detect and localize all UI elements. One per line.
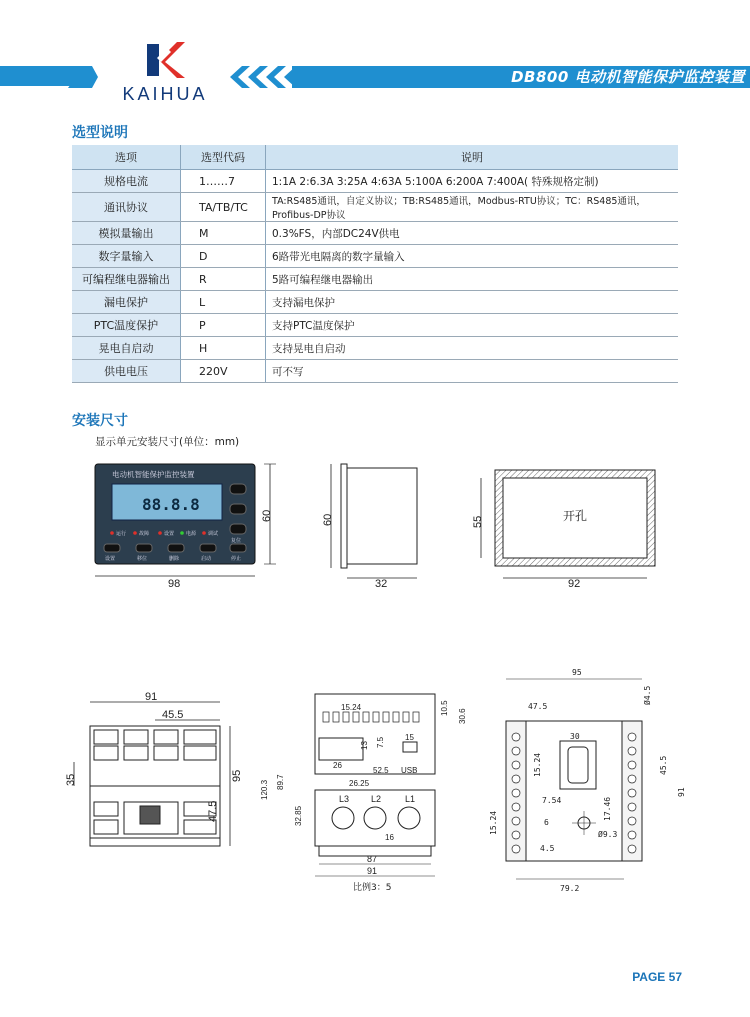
dim-label: 7.54 [542,796,562,805]
dim-width: 98 [168,578,181,590]
dim-label: 79.2 [560,884,580,893]
indicator-label: 电源 [186,531,197,537]
brand-name: KAIHUA [122,84,208,104]
table-cell: 支持PTC温度保护 [266,314,679,337]
delete-button[interactable] [168,544,184,552]
table-cell: 通讯协议 [72,193,181,222]
table-cell: D [181,245,266,268]
table-row [72,314,678,337]
table-cell: 6路带光电隔离的数字量输入 [266,245,679,268]
set-button[interactable] [104,544,120,552]
main-unit-back-drawing [480,665,690,900]
shift-button[interactable] [136,544,152,552]
table-cell: 1……7 [181,170,266,193]
table-cell: 可编程继电器输出 [72,268,181,291]
header-chevrons-icon [220,66,300,88]
indicator-label: 运行 [116,531,127,537]
table-cell: P [181,314,266,337]
dim-side-height: 60 [322,513,334,526]
table-row [72,245,678,268]
terminal-label: L3 [339,794,350,804]
table-cell: 支持晃电自启动 [266,337,679,360]
dim-label: 120.3 [260,779,269,800]
dim-label: 4.5 [540,844,555,853]
dim-label: 16 [385,833,394,842]
table-header-row [72,145,678,170]
dim-label: 91 [145,691,158,703]
table-cell: 5路可编程继电器输出 [266,268,679,291]
table-row [72,337,678,360]
dim-label: 32.85 [294,805,303,826]
page-number: PAGE 57 [632,970,682,984]
reset-button[interactable] [230,524,246,534]
table-row [72,268,678,291]
table-row [72,170,678,193]
panel-cutout-drawing [465,460,665,590]
install-heading: 安装尺寸 [72,413,128,429]
dim-label: 45.5 [659,755,668,775]
table-cell: 规格电流 [72,170,181,193]
dim-label: 15.24 [341,703,362,712]
dim-label: 47.5 [528,702,548,711]
table-cell: 供电电压 [72,360,181,383]
display-unit-side-drawing [322,460,425,590]
down-button[interactable] [230,504,246,514]
dim-label: 95 [572,668,582,677]
table-cell: 220V [181,360,266,383]
table-cell: L [181,291,266,314]
column-header: 选型代码 [181,145,266,170]
dim-label: 87 [367,854,378,864]
table-cell: M [181,222,266,245]
table-cell: TA:RS485通讯，自定义协议；TB:RS485通讯，Modbus-RTU协议；TC：RS485通讯，Profibus-DP协议 [266,193,679,222]
main-unit-front-drawing [60,690,250,860]
dim-label: 7.5 [376,736,385,748]
install-note: 显示单元安装尺寸(单位：mm) [95,436,240,448]
table-cell: 晃电自启动 [72,337,181,360]
selection-table [72,145,678,383]
main-unit-top-drawing [255,690,470,900]
table-cell: R [181,268,266,291]
table-cell: 可不写 [266,360,679,383]
dim-label: 95 [231,769,243,782]
cutout-label: 开孔 [563,509,588,523]
dim-cutout-width: 92 [568,578,581,590]
table-cell: TA/TB/TC [181,193,266,222]
table-cell: H [181,337,266,360]
dim-side-depth: 32 [375,578,388,590]
dim-label: 13 [360,741,369,750]
table-cell: 0.3%FS，内部DC24V供电 [266,222,679,245]
kaihua-logo-icon [143,40,187,80]
dim-label: 26.25 [349,779,370,788]
button-label: 设置 [105,556,116,562]
panel-title: 电动机智能保护监控装置 [112,470,195,479]
usb-label: USB [401,766,418,775]
start-button[interactable] [200,544,216,552]
button-label: 启动 [201,556,212,562]
display-unit-front-drawing [90,460,290,590]
indicator-label: 调试 [208,531,219,537]
column-header: 选项 [72,145,181,170]
dim-label: 35 [65,773,77,786]
dim-label: 15.24 [489,810,498,835]
indicator-label: 故障 [139,531,150,537]
dim-label: 52.5 [373,766,389,775]
dim-label: 30 [570,732,580,741]
selection-heading: 选型说明 [72,125,128,141]
table-row [72,360,678,383]
indicator-label: 设置 [164,531,175,537]
dim-label: 6 [544,818,549,827]
up-button[interactable] [230,484,246,494]
table-cell: 模拟量输出 [72,222,181,245]
dim-label: Ø9.3 [598,830,618,839]
dim-label: Ø4.5 [643,685,652,705]
dim-label: 91 [677,787,686,797]
dim-label: 47.5 [207,800,219,822]
dim-label: 15.24 [533,752,542,777]
table-cell: 1:1A 2:6.3A 3:25A 4:63A 5:100A 6:200A 7:400A( 特殊规格定制) [266,170,679,193]
terminal-label: L1 [405,794,416,804]
table-cell: 漏电保护 [72,291,181,314]
table-cell: 支持漏电保护 [266,291,679,314]
dim-height: 60 [261,509,273,522]
stop-button[interactable] [230,544,246,552]
dim-label: 91 [367,866,378,876]
table-row [72,222,678,245]
scale-label: 比例3：5 [353,883,392,893]
table-cell: PTC温度保护 [72,314,181,337]
terminal-label: L2 [371,794,382,804]
header-title: DB800 电动机智能保护监控装置 [511,68,745,86]
lcd-digits: 88.8.8 [142,495,200,514]
dim-cutout-height: 55 [472,515,484,528]
table-cell: 数字量输入 [72,245,181,268]
reset-label: 复位 [231,538,242,544]
column-header: 说明 [266,145,679,170]
dim-label: 10.5 [440,700,449,716]
button-label: 移位 [137,556,148,562]
dim-label: 30.6 [458,708,467,724]
button-label: 删除 [169,556,180,562]
button-label: 停止 [231,556,242,562]
dim-label: 26 [333,761,342,770]
dim-label: 15 [405,733,414,742]
table-row [72,291,678,314]
dim-label: 89.7 [276,774,285,790]
header-chevron-left-icon [68,66,98,88]
dim-label: 45.5 [162,709,184,721]
table-row [72,193,678,222]
dim-label: 17.46 [603,796,612,821]
